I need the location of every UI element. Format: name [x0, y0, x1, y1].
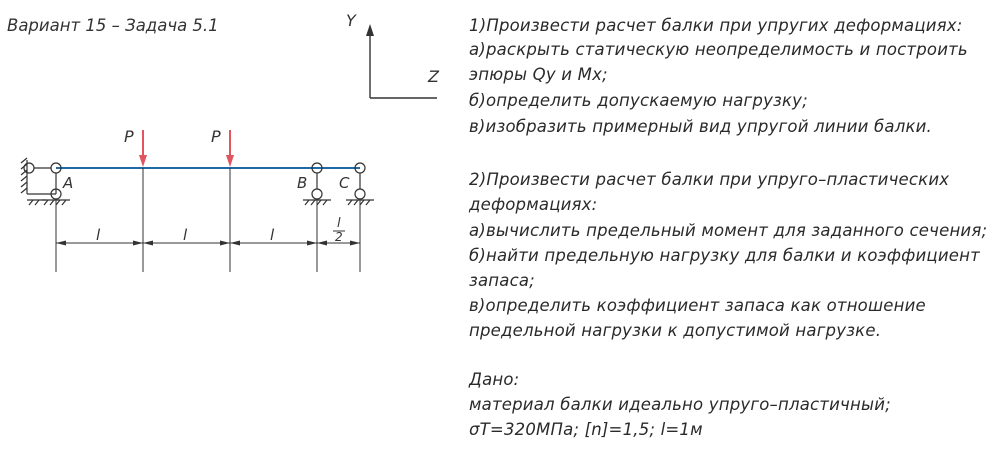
task-line-3: эпюры Qy и Mx; [469, 65, 608, 84]
dimension-line [56, 241, 360, 246]
task-line-4: б)определить допускаемую нагрузку; [469, 91, 808, 110]
task-line-1: 1)Произвести расчет балки при упругих деформациях: [469, 16, 963, 35]
given-material: материал балки идеально упруго–пластичный; [469, 395, 891, 414]
support-label-a: A [63, 174, 74, 192]
task-line-5: в)изобразить примерный вид упругой линии балки. [469, 117, 932, 136]
span-label-1: l [96, 226, 101, 244]
span-label-3: l [270, 226, 275, 244]
beam-scheme [0, 0, 470, 453]
given-values: σТ=320МПа; [n]=1,5; l=1м [469, 420, 703, 439]
support-c-pin [346, 163, 374, 205]
y-axis-arrow-icon [366, 24, 374, 36]
coordinate-axes [370, 30, 437, 98]
axis-label-z: Z [428, 67, 439, 86]
task-line-9: б)найти предельную нагрузку для балки и коэффициент [469, 246, 980, 265]
support-label-c: C [339, 174, 350, 192]
given-heading: Дано: [469, 370, 520, 389]
load-label-2: P [211, 127, 221, 146]
load-arrow-1 [139, 130, 147, 167]
task-line-10: запаса; [469, 271, 535, 290]
task-line-6: 2)Произвести расчет балки при упруго–пластических [469, 170, 950, 189]
support-label-b: B [297, 174, 308, 192]
task-line-12: предельной нагрузки к допустимой нагрузке. [469, 321, 882, 340]
load-arrow-2 [226, 130, 234, 167]
span-label-4-denominator: 2 [335, 230, 343, 244]
task-line-2: а)раскрыть статическую неопределимость и построить [469, 40, 968, 59]
variant-title: Вариант 15 – Задача 5.1 [7, 16, 219, 35]
task-line-7: деформациях: [469, 195, 598, 214]
dimension-extension-lines [56, 168, 360, 272]
load-label-1: P [124, 127, 134, 146]
task-line-8: а)вычислить предельный момент для заданного сечения; [469, 221, 988, 240]
span-label-2: l [183, 226, 188, 244]
task-line-11: в)определить коэффициент запаса как отношение [469, 296, 926, 315]
span-label-4-numerator: l [337, 216, 341, 231]
axis-label-y: Y [346, 11, 356, 30]
